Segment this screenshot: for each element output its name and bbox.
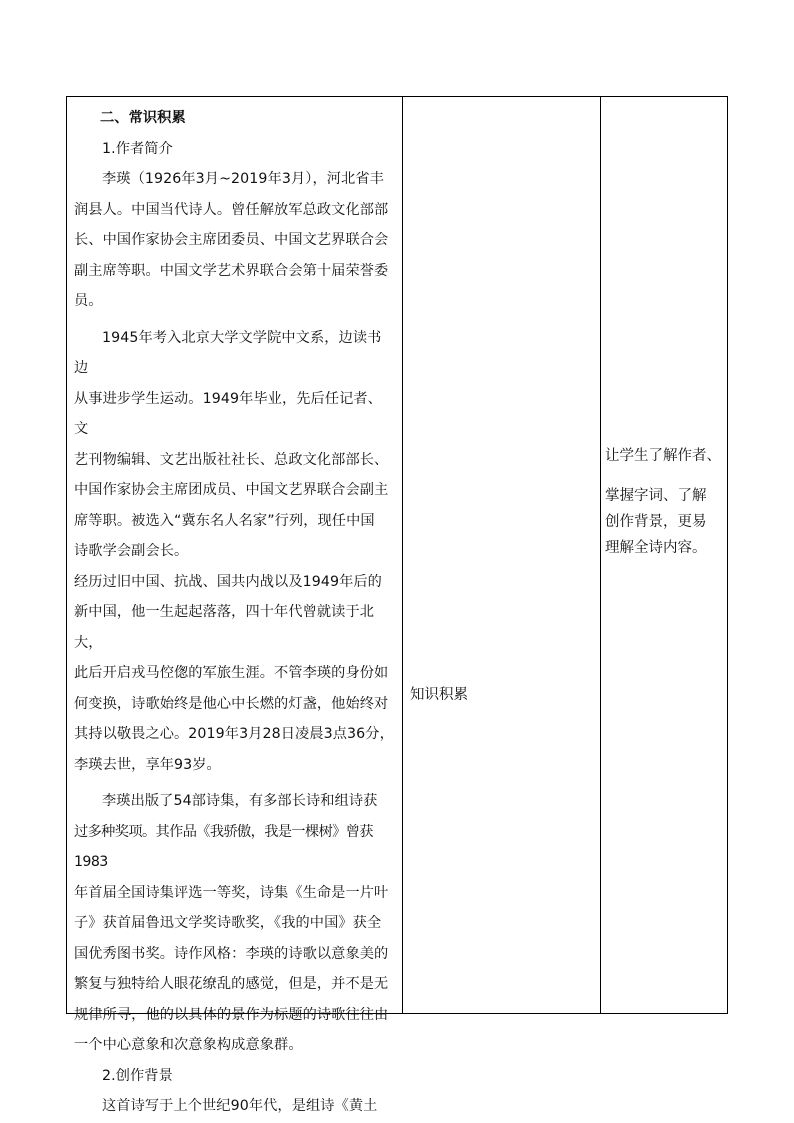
paragraph-line: 规律所寻，他的以具体的景作为标题的诗歌往往由 <box>74 1006 389 1023</box>
paragraph-line: 副主席等职。中国文学艺术界联合会第十届荣誉委 <box>74 262 389 279</box>
goal-line: 理解全诗内容。 <box>605 540 707 556</box>
teaching-goal <box>605 443 727 561</box>
paragraph-line: 1945年考入北京大学文学院中文系，边读书边 <box>74 329 382 376</box>
paragraph-line: 润县人。中国当代诗人。曾任解放军总政文化部部 <box>74 201 389 218</box>
paragraph-line: 李瑛出版了54部诗集，有多部长诗和组诗获 <box>102 793 378 809</box>
paragraph-line: 经历过旧中国、抗战、国共内战以及1949年后的 <box>74 573 382 590</box>
paragraph-line: 繁复与独特给人眼花缭乱的感觉，但是，并不是无 <box>74 976 389 992</box>
author-intro-title: 1.作者简介 <box>102 140 173 157</box>
paragraph-line: 这首诗写于上个世纪90年代，是组诗《黄土 <box>102 1098 378 1114</box>
content-cell <box>67 97 402 1114</box>
paragraph-line: 何变换，诗歌始终是他心中长燃的灯盏，他始终对 <box>74 695 389 712</box>
paragraph-line: 长、中国作家协会主席团委员、中国文艺界联合会 <box>74 232 389 248</box>
paragraph-line: 席等职。被选入“冀东名人名家”行列，现任中国 <box>74 512 375 529</box>
paragraph-line: 中国作家协会主席团成员、中国文艺界联合会副主 <box>74 482 389 498</box>
paragraph-line: 李瑛（1926年3月~2019年3月），河北省丰 <box>102 171 384 187</box>
goal-line: 掌握字词、了解 <box>605 488 707 504</box>
paragraph-line: 子》获首届鲁迅文学奖诗歌奖，《我的中国》获全 <box>74 915 382 931</box>
paragraph-line: 年首届全国诗集评选一等奖，诗集《生命是一片叶 <box>74 884 389 901</box>
activity-cell <box>402 97 600 1013</box>
paragraph-line: 其持以敬畏之心。2019年3月28日凌晨3点36分， <box>74 726 394 742</box>
goal-line: 让学生了解作者、 <box>605 448 721 464</box>
paragraph-line: 诗歌学会副会长。 <box>74 543 189 559</box>
paragraph-line: 艺刊物编辑、文艺出版社社长、总政文化部部长、 <box>74 451 389 468</box>
lesson-table <box>66 96 728 1114</box>
paragraph-line: 国优秀图书奖。诗作风格：李瑛的诗歌以意象美的 <box>74 945 389 962</box>
paragraph-line: 员。 <box>74 293 103 309</box>
goal-line: 创作背景，更易 <box>605 514 707 530</box>
paragraph-line: 过多种奖项。其作品《我骄傲，我是一棵树》曾获1983 <box>74 823 373 870</box>
paragraph-line: 李瑛去世，享年93岁。 <box>74 756 221 773</box>
section-heading: 二、常识积累 <box>100 110 186 126</box>
paragraph-line: 新中国，他一生起起落落，四十年代曾就读于北大， <box>74 604 375 651</box>
goal-cell <box>600 97 727 1013</box>
paragraph-line: 此后开启戎马倥偬的军旅生涯。不管李瑛的身份如 <box>74 665 389 681</box>
knowledge-label: 知识积累 <box>410 687 468 703</box>
background-title: 2.创作背景 <box>102 1067 173 1084</box>
paragraph-line: 一个中心意象和次意象构成意象群。 <box>74 1037 303 1053</box>
paragraph-line: 从事进步学生运动。1949年毕业，先后任记者、文 <box>74 390 382 437</box>
